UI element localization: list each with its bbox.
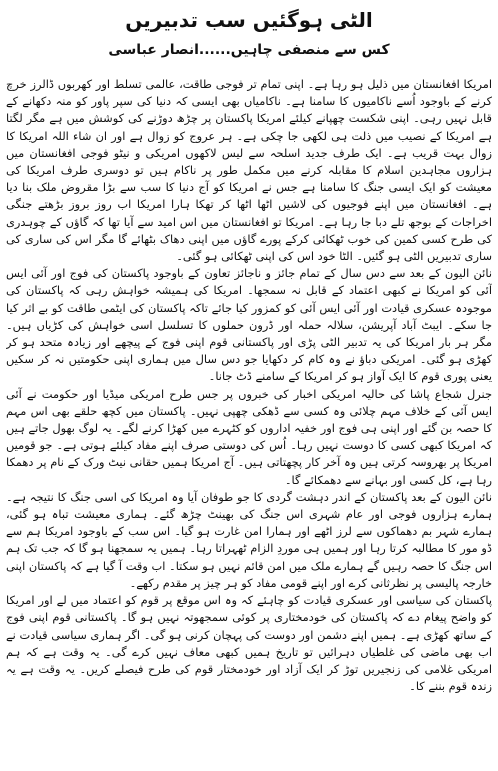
- article-title: الٹی ہوگئیں سب تدبیریں: [125, 8, 373, 32]
- article-paragraph: جنرل شجاع پاشا کی حالیہ امریکی اخبار کی خبروں پر جس طرح امریکی میڈیا اور حکومت نے آئی ایس آئی کے خلاف مہم چلائی وہ کسی سے ڈھکی چھپی نہیں۔ پاکستان میں کچھ حلقے بھی اس مہم کا حصہ بن گئے اور اپنی ہی فوج اور خفیہ اداروں کو کٹہرے میں کھڑا کرنے لگے۔ یہ لوگ بھول جاتے ہیں کہ امریکا کبھی کسی کا دوست نہیں رہا۔ اُس کی دوستی صرف اپنے مفاد کیلئے ہوتی ہے۔ جو قومیں امریکا پر بھروسہ کرتی ہیں وہ آخر کار پچھتاتی ہیں۔ آج امریکا ہمیں حقانی نیٹ ورک کے نام پر دھمکا رہا ہے، کل کسی اور بہانے سے دھمکائے گا۔: [6, 386, 492, 487]
- article-paragraph: امریکا افغانستان میں ذلیل ہو رہا ہے۔ اپنی تمام تر فوجی طاقت، عالمی تسلط اور کھربوں ڈالرز خرچ کرنے کے باوجود اُسے ناکامیوں کا سامنا ہے۔ ناکامیاں بھی ایسی کہ دنیا کی سپر پاور کو منہ دکھانے کے قابل نہیں رہی۔ اپنی شکست چھپانے کیلئے امریکا پاکستان پر چڑھ دوڑنے کی کوشش میں ہے مگر لگتا ہے امریکا کے نصیب میں ذلت ہی لکھی جا چکی ہے۔ ہر عروج کو زوال ہے اور ان شاء اللہ امریکا کا زوال بہت قریب ہے۔ ایک طرف جدید اسلحہ سے لیس لاکھوں امریکی و نیٹو فوجی افغانستان میں ہزاروں مجاہدین اسلام کا مقابلہ کرنے میں مکمل طور پر ناکام ہیں تو دوسری طرف امریکا کی معیشت کو ایک ایسی جنگ کا سامنا ہے جس نے امریکا کو آج دنیا کا سب سے بڑا مقروض ملک بنا دیا ہے۔ افغانستان میں اپنے فوجیوں کی لاشیں اٹھا اٹھا کر تھکا ہارا امریکا اب روز بروز بڑھتے جنگی اخراجات کے بوجھ تلے دبا جا رہا ہے۔ امریکا تو افغانستان میں اس امید سے آیا تھا کہ گاؤں کے چوہدری کی طرح کسی کمین کی خوب ٹھکائی کرکے پورے گاؤں میں اپنی دھاک بٹھائے گا مگر اس کی ساری کی ساری تدبیریں الٹی ہو گئیں۔ الٹا خود اس کی اپنی ٹھکائی ہو گئی۔: [6, 77, 492, 264]
- article-byline: کس سے منصفی چاہیں......انصار عباسی: [108, 42, 390, 58]
- article-body: [6, 76, 492, 766]
- article-paragraph: نائن الیون کے بعد سے دس سال کے تمام جائز و ناجائز تعاون کے باوجود پاکستان کی فوج اور آئی ایس آئی کو امریکا نے کبھی اعتماد کے قابل نہ سمجھا۔ امریکا کی ہمیشہ خواہش رہی کہ پاکستان کی موجودہ عسکری قیادت اور آئی ایس آئی کو کمزور کیا جائے تاکہ پاکستان کی ایٹمی طاقت کو بے اثر کیا جا سکے۔ ایبٹ آباد آپریشن، سلالہ حملہ اور ڈرون حملوں کا تسلسل اسی خواہش کی کڑیاں ہیں۔ مگر ہر بار امریکا کی یہ تدبیر الٹی پڑی اور پاکستانی قوم اپنی فوج کے پیچھے اور زیادہ متحد ہو کر کھڑی ہو گئی۔ امریکی دباؤ نے وہ کام کر دکھایا جو دس سال میں ہماری اپنی حکومتیں نہ کر سکیں یعنی پوری قوم کا ایک آواز ہو کر امریکا کے سامنے ڈٹ جانا۔: [6, 266, 492, 384]
- article-paragraph: نائن الیون کے بعد پاکستان کے اندر دہشت گردی کا جو طوفان آیا وہ امریکا کی اسی جنگ کا نتیجہ ہے۔ ہمارے ہزاروں فوجی اور عام شہری اس جنگ کی بھینٹ چڑھ گئے۔ ہماری معیشت تباہ ہو گئی، ہمارے شہر بم دھماکوں سے لرز اٹھے اور ہمارا امن غارت ہو گیا۔ اس سب کے باوجود امریکا ہم سے ڈو مور کا مطالبہ کرتا رہا اور ہمیں ہی موردِ الزام ٹھہراتا رہا۔ ہمیں یہ سمجھنا ہو گا کہ جب تک ہم اس جنگ کا حصہ رہیں گے ہمارے ملک میں امن قائم نہیں ہو سکتا۔ اب وقت آ گیا ہے کہ پاکستان اپنی خارجہ پالیسی پر نظرثانی کرے اور اپنے قومی مفاد کو ہر چیز پر مقدم رکھے۔: [6, 489, 492, 590]
- article-header: [0, 0, 498, 72]
- article-paragraph: پاکستان کی سیاسی اور عسکری قیادت کو چاہئے کہ وہ اس موقع پر قوم کو اعتماد میں لے اور امریکا کو واضح پیغام دے کہ پاکستان کی خودمختاری پر کوئی سمجھوتہ نہیں ہو گا۔ پاکستانی قوم اپنی فوج کے ساتھ کھڑی ہے۔ ہمیں اپنے دشمن اور دوست کی پہچان کرنی ہو گی۔ اگر ہماری سیاسی قیادت نے اب بھی ماضی کی غلطیاں دہرائیں تو تاریخ ہمیں کبھی معاف نہیں کرے گی۔ یہ وقت ہے کہ ہم امریکی غلامی کی زنجیریں توڑ کر ایک آزاد اور خودمختار قوم کی طرح فیصلے کریں۔ یہ وقت ہے یہ زندہ قوم بننے کا۔: [6, 593, 492, 694]
